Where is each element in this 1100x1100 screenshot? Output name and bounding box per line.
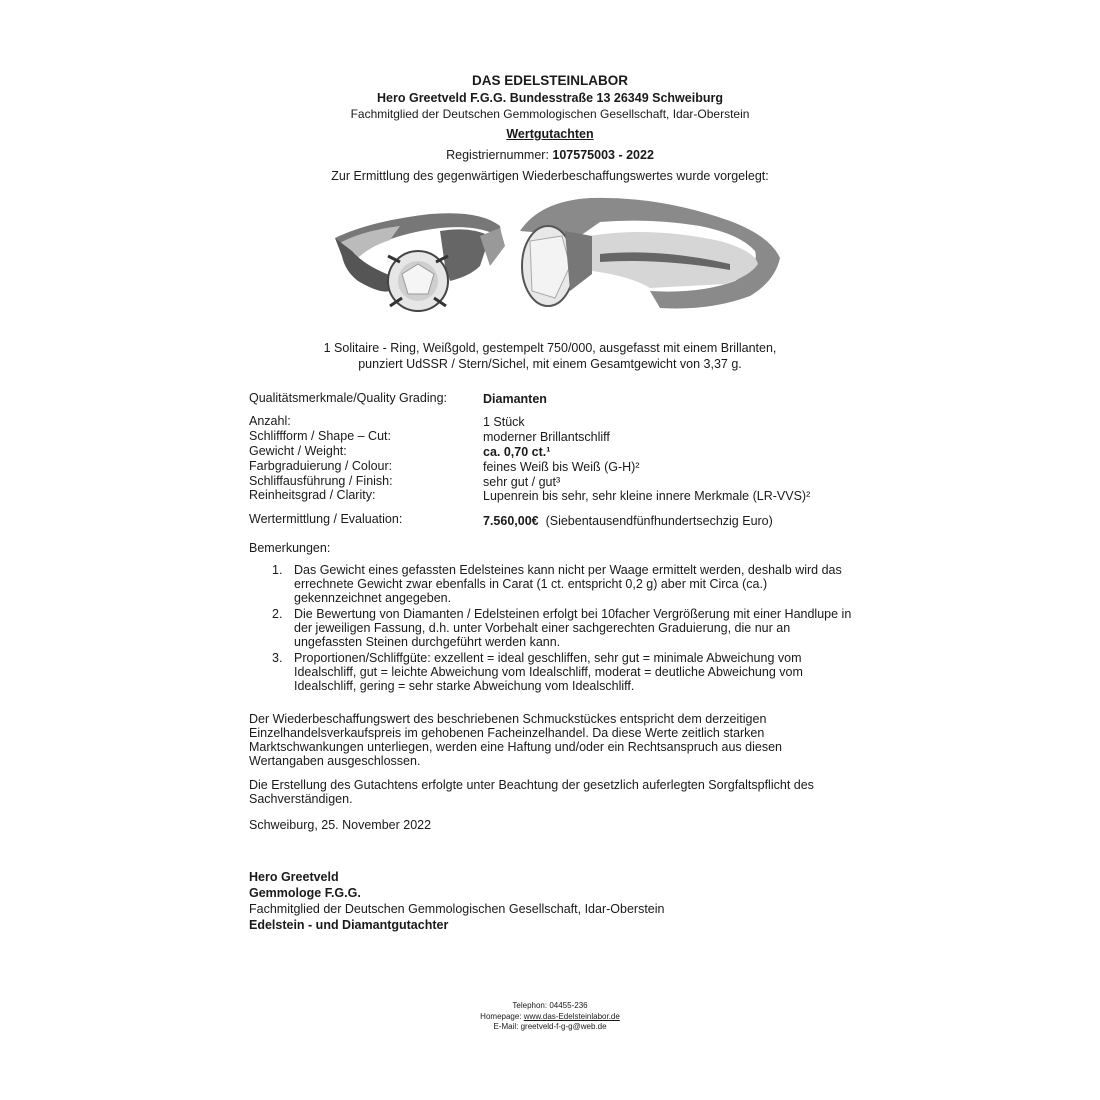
remark-number: 3. [272,651,283,665]
footer-phone [0,1001,1100,1012]
footer-email [0,1022,1100,1033]
grading-heading-label: Qualitätsmerkmale/Quality Grading: [249,391,447,405]
item-description [0,340,1100,372]
grading-value: feines Weiß bis Weiß (G-H)² [483,460,640,474]
remark-number: 2. [272,607,283,621]
evaluation-label: Wertermittlung / Evaluation: [249,512,403,526]
grading-label: Gewicht / Weight: [249,444,347,458]
ring-front-view [335,213,505,311]
signature-role: Edelstein - und Diamantgutachter [249,918,449,932]
footer-email-label: E-Mail: [493,1022,519,1031]
evaluation-value [483,514,773,528]
homepage-link[interactable]: www.das-Edelsteinlabor.de [523,1011,620,1021]
footer-phone-label: Telephon: [512,1001,548,1010]
paragraph-line: Die Erstellung des Gutachtens erfolgte unter Beachtung der gesetzlich auferlegten Sorgfaltspflicht des [249,778,814,792]
remark-line: Das Gewicht eines gefassten Edelsteines kann nicht per Waage ermittelt werden, deshalb wird das [294,563,842,577]
grading-value: sehr gut / gut³ [483,475,561,489]
footer-contact [0,1001,1100,1033]
remark-line: ungefassten Steinen durchgeführt werden kann. [294,635,561,649]
paragraph-line: Sachverständigen. [249,792,353,806]
signature-name: Hero Greetveld [249,870,339,884]
lab-address: Hero Greetveld F.G.G. Bundesstraße 13 26349 Schweiburg [377,91,723,105]
grading-value: Lupenrein bis sehr, sehr kleine innere Merkmale (LR-VVS)² [483,489,811,503]
remark-line: Die Bewertung von Diamanten / Edelsteinen erfolgt bei 10facher Vergrößerung mit einer Handlupe in [294,607,852,621]
grading-label: Reinheitsgrad / Clarity: [249,488,376,502]
remarks-title: Bemerkungen: [249,541,331,555]
ring-photo [330,196,785,314]
footer-homepage-label: Homepage: [480,1011,522,1021]
grading-label: Schliffform / Shape – Cut: [249,429,391,443]
registration-label: Registriernummer: [446,148,549,162]
value-note-paragraph [249,712,849,768]
place-date: Schweiburg, 25. November 2022 [249,818,432,832]
intro-text: Zur Ermittlung des gegenwärtigen Wiederbeschaffungswertes wurde vorgelegt: [331,169,769,183]
grading-heading-value: Diamanten [483,392,547,406]
grading-value: moderner Brillantschliff [483,430,610,444]
footer-phone-value: 04455-236 [549,1001,588,1010]
item-description-line: 1 Solitaire - Ring, Weißgold, gestempelt 750/000, ausgefasst mit einem Brillanten, [323,341,777,355]
paragraph-line: Marktschwankungen unterliegen, werden eine Haftung und/oder ein Rechtsanspruch aus diesen [249,740,782,754]
grading-value: 1 Stück [483,415,525,429]
remark-line: Proportionen/Schliffgüte: exzellent = ideal geschliffen, sehr gut = minimale Abweichung vom [294,651,802,665]
item-description-line: punziert UdSSR / Stern/Sichel, mit einem Gesamtgewicht von 3,37 g. [358,357,742,371]
signature-block [249,869,664,933]
remark-line: errechnete Gewicht zwar ebenfalls in Carat (1 ct. entspricht 0,2 g) aber mit Circa (ca.) [294,577,768,591]
evaluation-amount: 7.560,00€ [483,514,539,528]
evaluation-words: (Siebentausendfünfhundertsechzig Euro) [545,514,773,528]
registration [0,148,1100,162]
paragraph-line: Der Wiederbeschaffungswert des beschriebenen Schmuckstückes entspricht dem derzeitigen [249,712,767,726]
remark-line: Idealschliff, gering = sehr starke Abweichung vom Idealschliff. [294,679,635,693]
grading-label: Schliffausführung / Finish: [249,474,393,488]
grading-value: ca. 0,70 ct.¹ [483,445,551,459]
ring-side-view [520,198,780,309]
signature-title: Gemmologe F.G.G. [249,886,361,900]
paragraph-line: Wertangaben ausgeschlossen. [249,754,421,768]
lab-name: DAS EDELSTEINLABOR [471,73,628,88]
lab-membership: Fachmitglied der Deutschen Gemmologischen Gesellschaft, Idar-Oberstein [350,107,750,121]
remark-number: 1. [272,563,283,577]
paragraph-line: Einzelhandelsverkaufspreis im gehobenen Facheinzelhandel. Da diese Werte zeitlich starken [249,726,765,740]
footer-homepage [0,1012,1100,1023]
registration-number: 107575003 - 2022 [552,148,654,162]
care-note-paragraph [249,778,849,806]
signature-membership: Fachmitglied der Deutschen Gemmologischen Gesellschaft, Idar-Oberstein [249,902,665,916]
remark-line: Idealschliff, gut = leichte Abweichung vom Idealschliff, moderat = deutliche Abweichung vom [294,665,803,679]
remark-line: der jeweiligen Fassung, d.h. unter Vorbehalt einer sachgerechten Graduierung, die nur an [294,621,791,635]
document-type: Wertgutachten [506,127,594,141]
grading-label: Farbgraduierung / Colour: [249,459,393,473]
grading-label: Anzahl: [249,414,291,428]
footer-email-value: greetveld-f-g-g@web.de [520,1022,607,1031]
remark-line: gekennzeichnet angegeben. [294,591,452,605]
